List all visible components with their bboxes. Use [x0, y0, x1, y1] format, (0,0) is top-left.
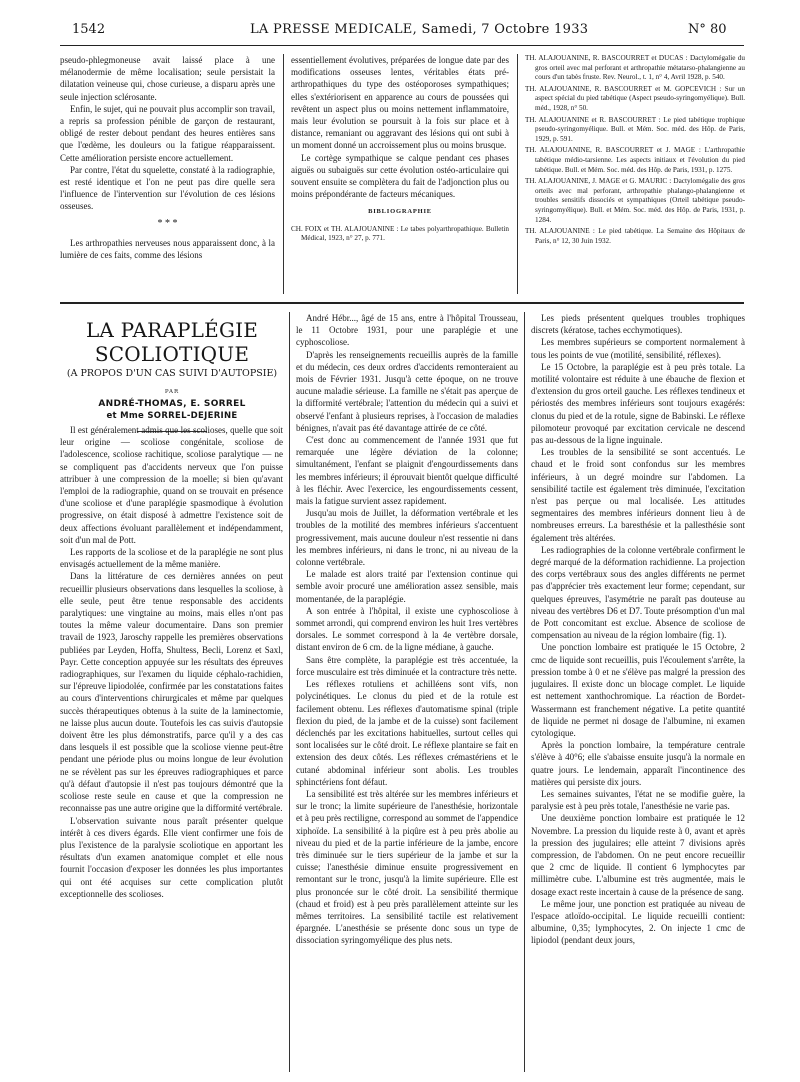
bibliography-reference: TH. ALAJOUANINE, J. MAGE et G. MAURIC : Dactylomégalie des gros orteils avec mal perforant, arthropathie phalango-phalangienne et troubles sensitifs dissociés et sympathiques (Orteil tabétique pseudo-syringomyélique). Bull. et Mém. Soc. méd. des Hôp. de Paris, 1931, p. 1284.	[525, 177, 745, 224]
paragraph: Les troubles de la sensibilité se sont accentués. Le chaud et le froid sont confondus sur les membres inférieurs, à un degré moindre sur l'abdomen. La sensibilité tactile est également très diminuée, l'excitation n'est pas perçue ou mal localisée. Les attitudes segmentaires des membres inférieurs donnent lieu à de nombreuses erreurs. La baresthésie et la pallesthésie sont également très altérées.	[531, 447, 745, 543]
paragraph: C'est donc au commencement de l'année 1931 que fut remarquée une légère déviation de la colonne; simultanément, l'enfant se plaignit d'engourdissements dans les membres inférieurs; il éprouvait bientôt quelque difficulté à les fléchir. Avec l'exercice, les engourdissements cessent, mais la fatigue survient assez rapidement.	[296, 435, 518, 507]
paragraph: Les membres supérieurs se comportent normalement à tous les points de vue (motilité, sensibilité, réflexes).	[531, 337, 745, 360]
article-column-2	[296, 312, 518, 1074]
paragraph: Les réflexes rotuliens et achilléens sont vifs, non polycinétiques. Le clonus du pied et de la rotule est facilement obtenu. Les réflexes d'automatisme spinal (triple flexion du pied, de la jambe et de la cuisse) sont facilement déclenchés par les excitations habituelles, surtout celles qui sont localisées sur le côté droit. Le réflexe plantaire se fait en extension des deux côtés. Les réflexes crémastériens et le cutané abdominal inférieur sont abolis. Les troubles sphinctériens font défaut.	[296, 679, 518, 787]
paragraph: L'observation suivante nous paraît présenter quelque intérêt à ces divers égards. Elle vient confirmer une fois de plus l'existence de la paralysie scoliotique en apportant les résultats d'un examen anatomique complet et elle nous fournit l'occasion d'exposer les données les plus importantes qui ont été acquises sur cette complication plutôt exceptionnelle des scolioses.	[60, 815, 283, 899]
page-number: 1542	[72, 22, 106, 37]
journal-name: LA PRESSE MEDICALE,	[250, 22, 418, 37]
issue-value: 80	[710, 22, 727, 37]
column-divider	[524, 312, 525, 1072]
paragraph: Les pieds présentent quelques troubles trophiques discrets (kératose, taches ecchymotiques).	[531, 313, 745, 336]
paragraph: Les arthropathies nerveuses nous apparaissent donc, à la lumière de ces faits, comme des lésions	[60, 237, 275, 260]
paragraph: D'après les renseignements recueillis auprès de la famille et du médecin, ces deux ordres d'accidents remonteraient au mois de Février 1931. Jusqu'à cette époque, on ne trouve aucune maladie sérieuse. La famille ne s'était pas aperçue de la difformité vertébrale; l'attention du médecin qui a suivi et observé l'enfant à plusieurs reprises, à l'occasion de maladies bénignes, n'avait pas été davantage attirée de ce côté.	[296, 349, 518, 433]
paragraph: Par contre, l'état du squelette, constaté à la radiographie, est resté identique et l'on ne peut pas dire quelle sera l'influence de l'intervention sur l'évolution de ces lésions osseuses.	[60, 164, 275, 212]
article-title: LA PARAPLÉGIE SCOLIOTIQUE	[85, 318, 259, 366]
bibliography-reference: TH. ALAJOUANINE, R. BASCOURRET et J. MAGE : L'arthropathie tabétique médio-tarsienne. Les aspects initiaux et l'évolution du pied tabétique. Bull. et Mém. Soc. méd. des Hôp. de Paris, 1931, p. 1275.	[525, 146, 745, 174]
paragraph: A son entrée à l'hôpital, il existe une cyphoscoliose à sommet arrondi, qui comprend environ les huit 1res vertèbres dorsales. Le sommet correspond à la 4e vertèbre dorsale, distant environ de 6 cm. de la ligne médiane, à gauche.	[296, 605, 518, 653]
journal-title	[250, 22, 588, 37]
paragraph: essentiellement évolutives, préparées de longue date par des modifications osseuses lentes, véritables états pré-arthropathiques du type des ostéoporoses sympathiques; elles s'extériorisent en apparence au cours de poussées qui revêtent un aspect plus ou moins nettement inflammatoire, mais leur évolution se poursuit à la fois sur place et à distance, remaniant ou aggravant des lésions qui ont subi à un moment donné un accroissement plus ou moins brusque.	[291, 55, 509, 151]
column-divider	[289, 312, 290, 1072]
bibliography-reference: CH. FOIX et TH. ALAJOUANINE : Le tabes polyarthropathique. Bulletin Médical, 1923, n° 27, p. 771.	[291, 224, 509, 243]
header-rule	[60, 45, 744, 46]
column-divider	[283, 54, 284, 294]
paragraph: André Hébr..., âgé de 15 ans, entre à l'hôpital Trousseau, le 11 Octobre 1931, pour une paraplégie et une cyphoscoliose.	[296, 313, 518, 348]
paragraph: Les semaines suivantes, l'état ne se modifie guère, la paralysie est à peu près totale, l'anesthésie ne varie pas.	[531, 788, 745, 812]
section-rule	[60, 302, 744, 304]
bibliography-reference: TH. ALAJOUANINE, R. BASCOURRET et M. GOPCEVICH : Sur un aspect spécial du pied tabétique (Aspect pseudo-syringomyélique). Bull. méd., 1928, n° 50.	[525, 84, 745, 112]
paragraph: Jusqu'au mois de Juillet, la déformation vertébrale et les troubles de la motilité des membres inférieurs s'accentuent progressivement, mais aucune douleur n'est ressentie ni dans les membres inférieurs, ni dans le tronc, ni au niveau de la colonne vertébrale.	[296, 508, 518, 568]
by-label: PAR	[164, 389, 180, 395]
column-divider	[517, 54, 518, 294]
article-subtitle: (A PROPOS D'UN CAS SUIVI D'AUTOPSIE)	[66, 368, 278, 379]
paragraph: Le malade est alors traité par l'extension continue qui semble avoir procuré une amélioration assez sensible, mais momentanée, de la paraplégie.	[296, 569, 518, 604]
paragraph: Le même jour, une ponction est pratiquée au niveau de l'espace atloïdo-occipital. Le liquide recueilli contient: albumine, 0,35; lymphocytes, 2. On injecte 1 cmc de lipiodol (pendant deux jours,	[531, 898, 745, 946]
paragraph: pseudo-phlegmoneuse avait laissé place à une mélanodermie de même localisation; seule persistait la dilatation veineuse qui, chose curieuse, a disparu après une seule injection sclérosante.	[60, 55, 275, 102]
paragraph: Les rapports de la scoliose et de la paraplégie ne sont plus envisagés actuellement de la même manière.	[60, 547, 283, 570]
issue-number	[688, 22, 727, 37]
top-column-1	[60, 54, 275, 306]
section-separator-stars: * * *	[157, 217, 178, 229]
bibliography-reference: TH. ALAJOUANINE : Le pied tabétique. La Semaine des Hôpitaux de Paris, n° 12, 30 Juin 1932.	[525, 227, 745, 245]
paragraph: Les radiographies de la colonne vertébrale confirment le degré marqué de la déformation rachidienne. La projection des corps vertébraux sous des angles différents ne permet pas d'apprécier très exactement leur forme; cependant, sur quelques épreuves, l'asymétrie ne paraît pas douteuse au niveau des vertèbres D6 et D7. Toute présomption d'un mal de Pott concomitant est exclue. Absence de scoliose de compensation au niveau de la région lombaire (fig. 1).	[531, 544, 745, 641]
top-column-2	[291, 54, 509, 306]
article-column-3	[531, 312, 745, 1074]
article-heading	[56, 318, 288, 432]
article-column-1	[60, 424, 283, 1074]
paragraph: Enfin, le sujet, qui ne pouvait plus accomplir son travail, a repris sa profession pénible de garçon de restaurant, obligé de rester debout pendant des heures entières sans que l'œdème, les douleurs ou la fatigue réapparaissent. Cette amélioration persiste encore actuellement.	[60, 103, 275, 163]
paragraph: Une ponction lombaire est pratiquée le 15 Octobre, 2 cmc de liquide sont recueillis, puis l'écoulement s'arrête, la pression tombe à 0 et ne s'élève pas malgré la pression des jugulaires. Il existe donc un blocage complet. Le liquide est nettement xanthochromique. La réaction de Bordet-Wassermann est franchement négative. La petite quantité de liquide ne permet ni dosage de l'albumine, ni examen cytologique.	[531, 642, 745, 738]
paragraph: Dans la littérature de ces dernières années on peut recueillir plusieurs observations dans lesquelles la scoliose, à elle seule, peut être tenue responsable des accidents paralytiques: une vingtaine au moins, mais elles n'ont pas toutes la même valeur documentaire. Dans son premier travail de 1923, Jaroschy rappelle les premières observations publiées par Leyden, Hoffa, Shultess, Becli, Lorenz et Saxl, Payr. Cette conception appuyée sur les résultats des épreuves radiographiques, sur l'examen du liquide céphalo-rachidien, sur l'épreuve lipiodolée, confirmée par les constatations faites au cours d'interventions chirurgicales et même par quelques succès thérapeutiques obtenus à la suite de la laminectomie, ne laisse plus aucun doute. Toutefois les cas suivis d'autopsie doivent être les plus démonstratifs, parce qu'il y a des cas dans lesquels il est possible que la scoliose vienne peut-être pendant une période plus ou moins longue de leur évolution ne se révèlent pas sur les épreuves radiographiques et parce qu'à défaut d'autopsie il n'est pas toujours démontré que la scoliose reste seule en cause et que la compression ne reconnaisse pas une autre origine que la difformité vertébrale.	[60, 571, 283, 814]
paragraph: La sensibilité est très altérée sur les membres inférieurs et sur le tronc; la limite supérieure de l'anesthésie, horizontale et à peu près rectiligne, correspond au sommet de l'appendice xiphoïde. La sensibilité à la piqûre est à peu près abolie au niveau du pied et de la partie inférieure de la jambe, encore très diminuée sur le tiers supérieur de la jambe et sur la cuisse; l'anesthésie diminue ensuite progressivement en remontant sur le tronc, jusqu'à la limite supérieure. Elle est plus prononcée sur le côté droit. La sensibilité thermique (chaud et froid) est à peu près parallèlement atteinte sur les mêmes territoires. La sensibilité tactile est relativement épargnée. L'anesthésie se présente donc sous un type de dissociation syringomyélique des plus nets.	[296, 788, 518, 946]
bibliography-reference: TH. ALAJOUANINE, R. BASCOURRET et DUCAS : Dactylomégalie du gros orteil avec mal perforant et arthropathie métatarso-phalangienne au cours d'un tabès fruste. Rev. Neurol., t. 1, n° 4, Avril 1928, p. 540.	[525, 54, 745, 82]
bibliography-title: BIBLIOGRAPHIE	[368, 208, 432, 216]
issue-date: Samedi, 7 Octobre 1933	[421, 22, 589, 37]
issue-label: N°	[688, 22, 706, 37]
paragraph: Le cortège sympathique se calque pendant ces phases aiguës ou subaiguës sur cette évolution ostéo-articulaire qui souvent ensuite se complètera du fait de l'adjonction plus ou moins prépondérante de facteurs mécaniques.	[291, 152, 509, 200]
paragraph: Le 15 Octobre, la paraplégie est à peu près totale. La motilité volontaire est réduite à une ébauche de flexion et d'extension du gros orteil gauche. Les réflexes tendineux et périostés des membres inférieurs sont toujours exagérés: clonus du pied et de la rotule, signe de Babinski. Le réflexe pilomoteur provoqué par excitation cervicale ne descend pas au-dessous de la ligne inguinale.	[531, 361, 745, 446]
paragraph: Il est généralement admis que les scolioses, quelle que soit leur origine — scoliose congénitale, scoliose de l'adolescence, scoliose rachitique, scoliose paralytique — ne se compliquent pas d'accidents nerveux que l'on puisse attribuer à une compression de la moelle; si bien qu'avant l'emploi de la radiographie, quand on se trouvait en présence d'une scoliose et d'une paraplégie spasmodique à évolution progressive, on était disposé à admettre l'existence soit de deux affections évoluant parallèlement et indépendamment, soit d'un mal de Pott.	[60, 425, 283, 545]
bibliography-reference: TH. ALAJOUANINE et R. BASCOURRET : Le pied tabétique trophique pseudo-syringomyélique. Bull. et Mém. Soc. méd. des Hôp. de Paris, 1929, p. 591.	[525, 115, 745, 143]
authors-line-2: et Mme SORREL-DEJERINE	[106, 411, 238, 421]
paragraph: Après la ponction lombaire, la température centrale s'élève à 40°6; elle s'abaisse ensuite jusqu'à la normale en quatre jours. Le lendemain, apparaît l'incontinence des matières qui persiste dix jours.	[531, 740, 745, 787]
paragraph: Une deuxième ponction lombaire est pratiquée le 12 Novembre. La pression du liquide reste à 0, avant et après la pression des jugulaires; elle atteint 7 divisions après compression, de l'abdomen. On ne peut encore recueillir que 2 cmc de liquide. Il contient 6 lymphocytes par millimètre cube. L'albumine est très augmentée, mais le dosage exact reste incertain à cause de la présence de sang.	[531, 813, 745, 897]
authors-line-1: ANDRÉ-THOMAS, E. SORREL	[98, 399, 246, 409]
paragraph: Sans être complète, la paraplégie est très accentuée, la force musculaire est très diminuée et la contracture très nette.	[296, 654, 518, 677]
top-column-3-references	[525, 54, 745, 306]
